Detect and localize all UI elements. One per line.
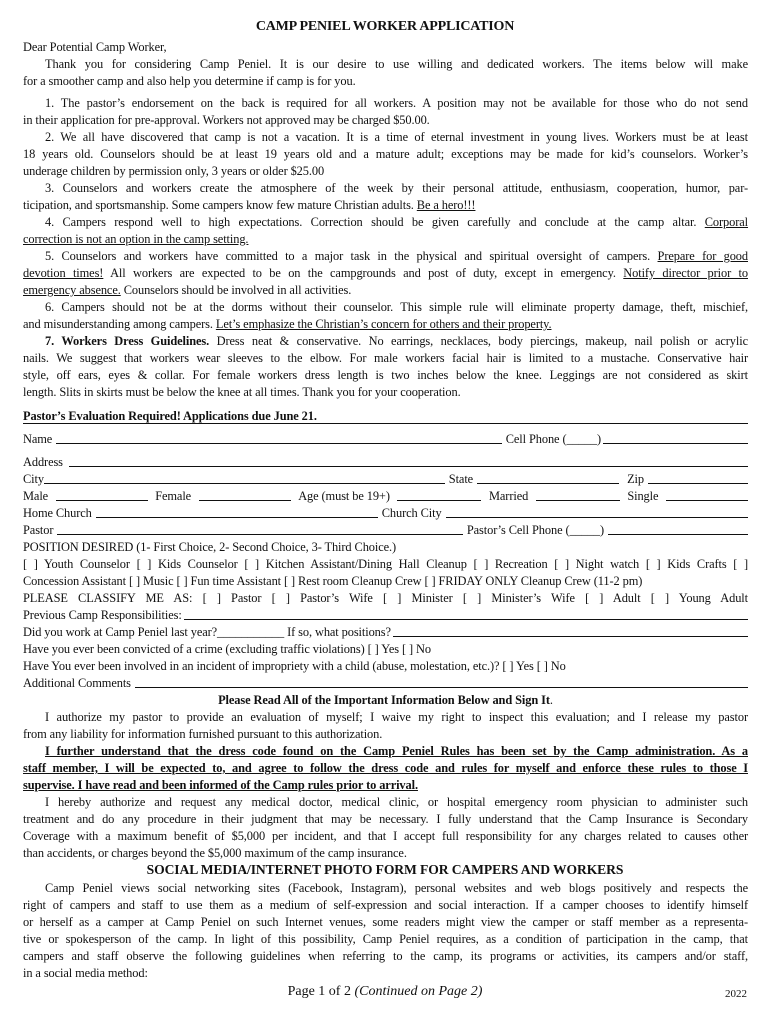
address-label: Address — [23, 455, 63, 469]
rule-6-text: and misunderstanding among campers. — [23, 317, 213, 331]
age-label: Age (must be 19+) — [298, 489, 390, 503]
rule-4-line-1 — [23, 214, 748, 231]
social-line-4: tive or spokesperson of the camp. In light of this possibility, Camp Peniel requires, as a condition of participation in the camp, that — [23, 932, 748, 946]
dress-code-line-3: supervise. I have read and been informed of the Camp rules prior to arrival. — [23, 778, 418, 792]
additional-comments-label: Additional Comments — [23, 676, 131, 690]
home-church-label: Home Church — [23, 506, 92, 520]
city-field[interactable] — [44, 471, 445, 484]
name-row — [23, 431, 748, 448]
rule-7-line-2: nails. We suggest that workers wear sleeves to the elbow. For male workers facial hair is limited to a mustache. Conservative hair — [23, 351, 748, 365]
rule-7-line-4: length. Slits in skirts must be below the knee at all times. Thank you for your cooperation. — [23, 385, 461, 399]
married-label: Married — [488, 489, 529, 503]
pastor-cell-label: Pastor’s Cell Phone (_____) — [466, 523, 604, 537]
name-field[interactable] — [56, 431, 502, 444]
intro-line-2: for a smoother camp and also help you determine if camp is for you. — [23, 74, 356, 88]
social-media-title: SOCIAL MEDIA/INTERNET PHOTO FORM FOR CAMPERS AND WORKERS — [146, 862, 624, 877]
rule-6-line-2 — [23, 316, 748, 333]
authorize-line-2: from any liability for information furnished pursuant to this authorization. — [23, 727, 383, 741]
document-title: CAMP PENIEL WORKER APPLICATION — [255, 19, 515, 34]
rule-7-text: Dress neat & conservative. No earrings, necklaces, body piercings, makeup, nail polish or acrylic — [216, 334, 748, 348]
address-row — [23, 454, 748, 471]
age-field[interactable] — [397, 488, 481, 501]
rule-5-notify: Notify director prior to — [623, 266, 748, 280]
rule-6-emphasis: Let’s emphasize the Christian’s concern for others and their property. — [215, 317, 552, 331]
previous-responsibilities-label: Previous Camp Responsibilities: — [23, 608, 182, 622]
zip-field[interactable] — [648, 471, 748, 484]
rule-5-involved: Counselors should be involved in all activities. — [123, 283, 352, 297]
rule-2-line-3: underage children by permission only, 3 years or older $25.00 — [23, 164, 325, 178]
convicted-question[interactable]: Have you ever been convicted of a crime (excluding traffic violations) [ ] Yes [ ] No — [23, 642, 431, 656]
positions-line-1[interactable]: [ ] Youth Counselor [ ] Kids Counselor [ ] Kitchen Assistant/Dining Hall Cleanup [ ] Recreation [ ] Night watch [ ] Kids Crafts [ ] — [23, 557, 748, 571]
social-line-2: right of campers and staff to use them as a medium of self-expression and social interaction. If a camper chooses to identify himself — [23, 898, 748, 912]
pastor-row — [23, 522, 748, 539]
single-label: Single — [627, 489, 659, 503]
single-field[interactable] — [666, 488, 748, 501]
additional-comments-row — [23, 675, 748, 692]
page-number: Page 1 of 2 — [287, 984, 351, 999]
address-field[interactable] — [69, 454, 748, 467]
rule-5-text: 5. Counselors and workers have committed to a major task in the physical and spiritual oversight of campers. — [45, 249, 651, 263]
married-field[interactable] — [536, 488, 620, 501]
rule-5-line-2 — [23, 265, 748, 282]
female-label: Female — [155, 489, 192, 503]
church-city-label: Church City — [381, 506, 442, 520]
church-row — [23, 505, 748, 522]
rule-2-line-2: 18 years old. Counselors should be at least 19 years old and a mature adult; exceptions may be made for kid’s counselors. Worker’s — [23, 147, 748, 161]
dress-code-line-1: I further understand that the dress code found on the Camp Peniel Rules has been set by the Camp administration. As a — [45, 744, 748, 758]
rule-2-line-1: 2. We all have discovered that camp is not a vacation. It is a time of eternal investment in young lives. Workers must be at least — [45, 130, 748, 144]
personal-row — [23, 488, 748, 505]
social-line-3: or herself as a camper at Camp Peniel on such Internet venues, some readers might view the camper or staff member as a representa- — [23, 915, 748, 929]
pastor-label: Pastor — [23, 523, 54, 537]
section-divider — [23, 423, 748, 424]
rule-1-line-2: in their application for pre-approval. Workers not approved may be charged $50.00. — [23, 113, 430, 127]
pastor-field[interactable] — [57, 522, 462, 535]
social-line-6: in a social media method: — [23, 966, 148, 980]
rule-7-heading: 7. Workers Dress Guidelines. — [45, 334, 210, 348]
rule-6-line-1: 6. Campers should not be at the dorms without their counselor. This simple rule will eliminate property damage, theft, mischief, — [45, 300, 748, 314]
medical-line-1: I hereby authorize and request any medical doctor, medical clinic, or hospital emergency room physician to administer such — [45, 795, 748, 809]
previous-positions-field[interactable] — [393, 624, 748, 637]
rule-4-line-2: correction is not an option in the camp setting. — [23, 232, 249, 246]
read-and-sign-period: . — [549, 693, 553, 707]
medical-line-4: than accidents, or charges beyond the $5,000 maximum of the camp insurance. — [23, 846, 407, 860]
rule-5-absence: emergency absence. — [23, 283, 121, 297]
pastor-evaluation-notice: Pastor’s Evaluation Required! Applications due June 21. — [23, 409, 317, 423]
medical-line-3: Coverage with a maximum benefit of $5,000 per incident, and that I accept full responsibility for any charges related to causes other — [23, 829, 748, 843]
church-city-field[interactable] — [446, 505, 748, 518]
previous-responsibilities-field[interactable] — [184, 607, 748, 620]
read-and-sign-text: Please Read All of the Important Information Below and Sign It — [218, 693, 550, 707]
rule-3-text: ticipation, and sportsmanship. Some campers know few mature Christian adults. — [23, 198, 414, 212]
rule-4-text: 4. Campers respond well to high expectations. Correction should be given carefully and conclude at the camp altar. — [45, 215, 697, 229]
rule-5-campgrounds: All workers are expected to be on the campgrounds and post of duty, except in emergency. — [110, 266, 616, 280]
additional-comments-field[interactable] — [135, 675, 748, 688]
home-church-field[interactable] — [96, 505, 378, 518]
previous-responsibilities-row — [23, 607, 748, 624]
impropriety-question[interactable]: Have You ever been involved in an incident of impropriety with a child (abuse, molestation, etc.)? [ ] Yes [ ] No — [23, 659, 566, 673]
rule-3-line-2 — [23, 197, 748, 214]
rule-5-line-3 — [23, 282, 748, 299]
previous-work-row — [23, 624, 748, 641]
name-label: Name — [23, 432, 53, 446]
male-field[interactable] — [56, 488, 148, 501]
rule-3-line-1: 3. Counselors and workers create the atmosphere of the week by their personal attitude, enthusiasm, cooperation, humor, par- — [45, 181, 748, 195]
social-line-5: campers and staff observe the following guidelines when referring to the camp, its programs or activities, its campers and/or staff, — [23, 949, 748, 963]
continued-note: (Continued on Page 2) — [354, 984, 483, 999]
state-label: State — [448, 472, 474, 486]
read-and-sign-heading — [23, 692, 748, 709]
rule-1-line-1: 1. The pastor’s endorsement on the back is required for all workers. A position may not be available for those who do not send — [45, 96, 748, 110]
cell-phone-field[interactable] — [603, 431, 748, 444]
zip-label: Zip — [627, 472, 644, 486]
document-year: 2022 — [725, 988, 747, 1000]
positions-line-2[interactable]: Concession Assistant [ ] Music [ ] Fun time Assistant [ ] Rest room Cleanup Crew [ ] FRIDAY ONLY Cleanup Crew (11-2 pm) — [23, 574, 643, 588]
city-row — [23, 471, 748, 488]
rule-5-line-1 — [23, 248, 748, 265]
cell-phone-label: Cell Phone (_____) — [505, 432, 601, 446]
medical-line-2: treatment and do any procedure in their judgment that may be necessary. I fully understand that the Camp Insurance is Secondary — [23, 812, 748, 826]
rule-4-emphasis: Corporal — [704, 215, 749, 229]
pastor-cell-field[interactable] — [608, 522, 748, 535]
state-field[interactable] — [477, 471, 619, 484]
page-footer — [0, 984, 770, 1000]
greeting: Dear Potential Camp Worker, — [23, 40, 167, 54]
social-line-1: Camp Peniel views social networking sites (Facebook, Instagram), personal websites and web blogs positively and respects the — [45, 881, 748, 895]
city-label: City — [23, 472, 44, 486]
male-label: Male — [23, 489, 49, 503]
dress-code-line-2: staff member, I will be expected to, and agree to follow the dress code and rules for myself and enforce these rules to those I — [23, 761, 748, 775]
rule-7-line-1 — [23, 333, 748, 350]
intro-line-1: Thank you for considering Camp Peniel. It is our desire to use willing and dedicated workers. The items below will make — [45, 57, 748, 71]
rule-7-line-3: style, off ears, eyes & collar. For female workers dress length is two inches below the knee. Leggings are not considered as skirt — [23, 368, 748, 382]
rule-5-emphasis: Prepare for good — [657, 249, 748, 263]
rule-5-devotion: devotion times! — [23, 266, 104, 280]
classify-options[interactable]: PLEASE CLASSIFY ME AS: [ ] Pastor [ ] Pastor’s Wife [ ] Minister [ ] Minister’s Wife [ ] Adult [ ] Young Adult — [23, 591, 748, 605]
authorize-line-1: I authorize my pastor to provide an evaluation of myself; I waive my right to inspect this evaluation; and I release my pastor — [45, 710, 748, 724]
previous-work-label: Did you work at Camp Peniel last year?___________ If so, what positions? — [23, 625, 391, 639]
position-desired: POSITION DESIRED (1- First Choice, 2- Second Choice, 3- Third Choice.) — [23, 540, 397, 554]
rule-3-emphasis: Be a hero!!! — [416, 198, 476, 212]
female-field[interactable] — [199, 488, 291, 501]
